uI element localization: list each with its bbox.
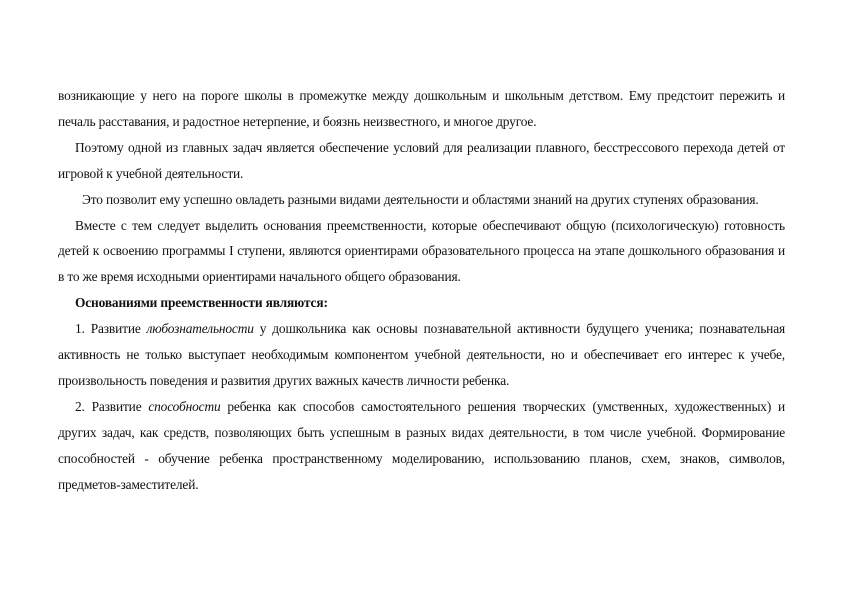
- list-item-prefix: 2. Развитие: [75, 398, 149, 414]
- paragraph-outcome: Это позволит ему успешно овладеть разными видами деятельности и областями знаний на других ступенях образования.: [82, 191, 759, 207]
- list-item-text: ребенка как способов самостоятельного решения творческих (умственных, художественных) и других задач, как средств, позволяющих быть успешным в разных видах деятельности, в том числе учебной. Формирование способностей - обучение ребенка пространственному моделированию, использованию планов, схем, знаков, символов, предметов-заместителей.: [58, 398, 785, 492]
- section-heading: Основаниями преемственности являются:: [75, 295, 328, 311]
- emphasized-term: способности: [148, 398, 221, 414]
- list-item-prefix: 1. Развитие: [75, 321, 147, 337]
- paragraph-continuation: возникающие у него на пороге школы в промежутке между дошкольным и школьным детством. Ему предстоит пережить и печаль расставания, и радостное нетерпение, и боязнь неизвестного, и многое другое.: [58, 88, 785, 129]
- emphasized-term: любознательности: [146, 321, 254, 337]
- paragraph-continuity-foundations: Вместе с тем следует выделить основания преемственности, которые обеспечивают общую (психологическую) готовность детей к освоению программы I ступени, являются ориентирами образовательного процесса на этапе дошкольного образования и в то же время исходными ориентирами начального общего образования.: [58, 217, 785, 285]
- paragraph-main-task: Поэтому одной из главных задач является обеспечение условий для реализации плавного, бесстрессового перехода детей от игровой к учебной деятельности.: [58, 139, 785, 181]
- list-item-abilities: [58, 394, 785, 498]
- document-body: [58, 83, 785, 498]
- list-item-curiosity: [58, 316, 785, 394]
- list-item-text: у дошкольника как основы познавательной активности будущего ученика; познавательная активность не только выступает необходимым компонентом учебной деятельности, но и обеспечивает его интерес к учебе, произвольность поведения и развития других важных качеств личности ребенка.: [58, 321, 785, 388]
